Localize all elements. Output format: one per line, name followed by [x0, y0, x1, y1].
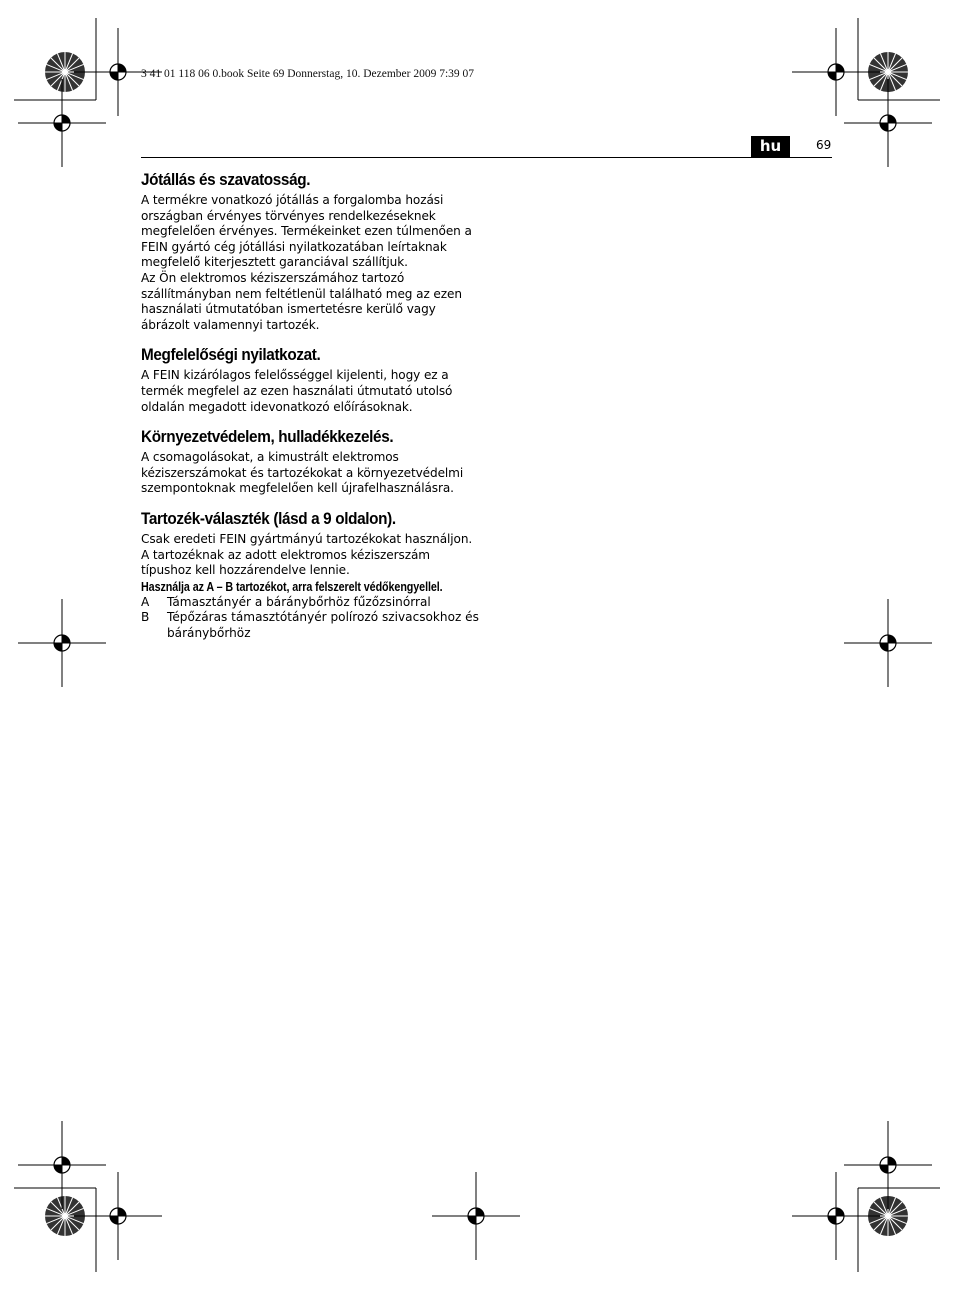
list-item [141, 610, 481, 641]
paragraph: A csomagolásokat, a kimustrált elektromos kéziszerszámokat és tartozékokat a környezetvédelmi szempontoknak megfelelően kell újrafelhasználásra. [141, 450, 464, 496]
header-rule [141, 157, 832, 158]
content-column [141, 170, 481, 653]
item-text: Támasztányér a báránybőrhöz fűzőzsinórral [167, 594, 431, 609]
item-text: Tépőzáras támasztótányér polírozó szivacsokhoz és báránybőrhöz [167, 610, 479, 640]
paragraph: Az Ön elektromos kéziszerszámához tartozó szállítmányban nem feltétlenül található meg az ezen használati útmutatóban ismertetésre kerülő vagy ábrázolt valamennyi tartozék. [141, 270, 462, 332]
item-key: A [141, 594, 150, 609]
section-title: Jótállás és szavatosság. [141, 170, 311, 189]
paragraph: A FEIN kizárólagos felelősséggel kijelenti, hogy ez a termék megfelel az ezen használati útmutató utolsó oldalán megadott idevonatkozó előírásoknak. [141, 368, 453, 414]
section-conformity [141, 345, 481, 415]
section-accessories [141, 509, 481, 642]
section-warranty [141, 170, 481, 333]
paragraph: Csak eredeti FEIN gyártmányú tartozékokat használjon. A tartozéknak az adott elektromos kéziszerszám típushoz kell hozzárendelve lennie. [141, 531, 473, 578]
print-slug: 3 41 01 118 06 0.book Seite 69 Donnerstag, 10. Dezember 2009 7:39 07 [141, 68, 475, 80]
paragraph: A termékre vonatkozó jótállás a forgalomba hozási országban érvényes törvényes rendelkezéseknek megfelelően érvényes. Termékeinket ezen túlmenően a FEIN gyártó cég jótállási nyilatkozatában leírtaknak megfelelő kiterjesztett garanciával szállítjuk. [141, 193, 472, 270]
section-title: Megfelelőségi nyilatkozat. [141, 345, 321, 365]
page-number: 69 [816, 138, 832, 152]
language-badge: hu [751, 136, 790, 157]
list-item [141, 595, 481, 611]
section-title: Környezetvédelem, hulladékkezelés. [141, 427, 394, 447]
item-key: B [141, 610, 150, 625]
bold-note: Használja az A – B tartozékot, arra felszerelt védőkengyellel. [141, 579, 443, 594]
section-environment [141, 427, 481, 497]
section-title: Tartozék-választék (lásd a 9 oldalon). [141, 508, 396, 528]
